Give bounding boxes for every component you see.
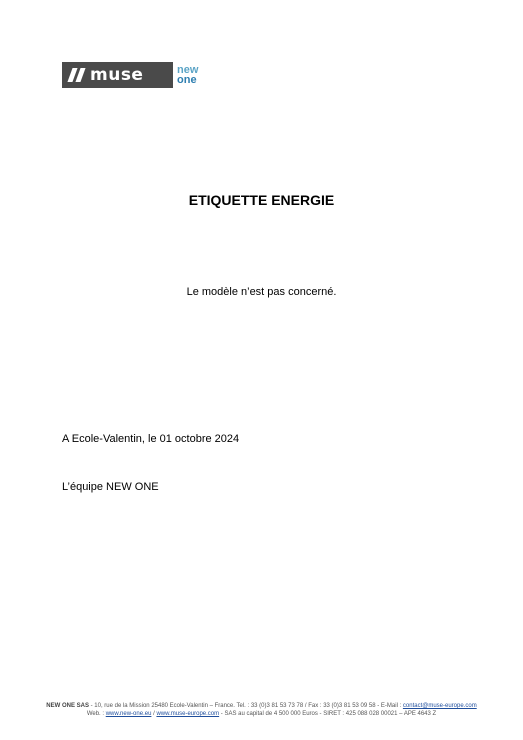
footer-line-2 <box>0 710 523 718</box>
footer-email-link[interactable]: contact@muse-europe.com <box>402 703 477 709</box>
footer-web-link-newone[interactable]: www.new-one.eu <box>105 711 152 717</box>
new-one-logo <box>177 62 205 88</box>
muse-logo-word: muse <box>90 65 144 85</box>
footer-address: - 10, rue de la Mission 25480 Ecole-Valentin – France. Tel. : 33 (0)3 81 53 73 78 / Fax : 33 (0)3 81 53 09 58 - E-Mail : <box>88 703 403 709</box>
model-statement: Le modèle n’est pas concerné. <box>186 286 337 298</box>
page-footer <box>0 702 523 718</box>
footer-web-link-muse[interactable]: www.muse-europe.com <box>156 711 220 717</box>
company-logo <box>62 62 205 88</box>
document-title: ETIQUETTE ENERGIE <box>188 192 335 208</box>
new-one-logo-line1: new <box>177 64 199 76</box>
footer-company: NEW ONE SAS <box>46 703 89 709</box>
footer-web-separator: / <box>151 711 157 717</box>
muse-logo <box>62 62 173 88</box>
new-one-logo-line2: one <box>177 74 197 86</box>
place-and-date: A Ecole-Valentin, le 01 octobre 2024 <box>62 433 240 445</box>
muse-mark-icon <box>68 68 86 82</box>
footer-legal: - SAS au capital de 4 500 000 Euros - SIRET : 425 088 028 00021 – APE 4643 Z <box>219 711 437 717</box>
signature: L’équipe NEW ONE <box>62 481 159 493</box>
footer-web-prefix: Web. : <box>86 711 106 717</box>
footer-line-1 <box>0 702 523 710</box>
